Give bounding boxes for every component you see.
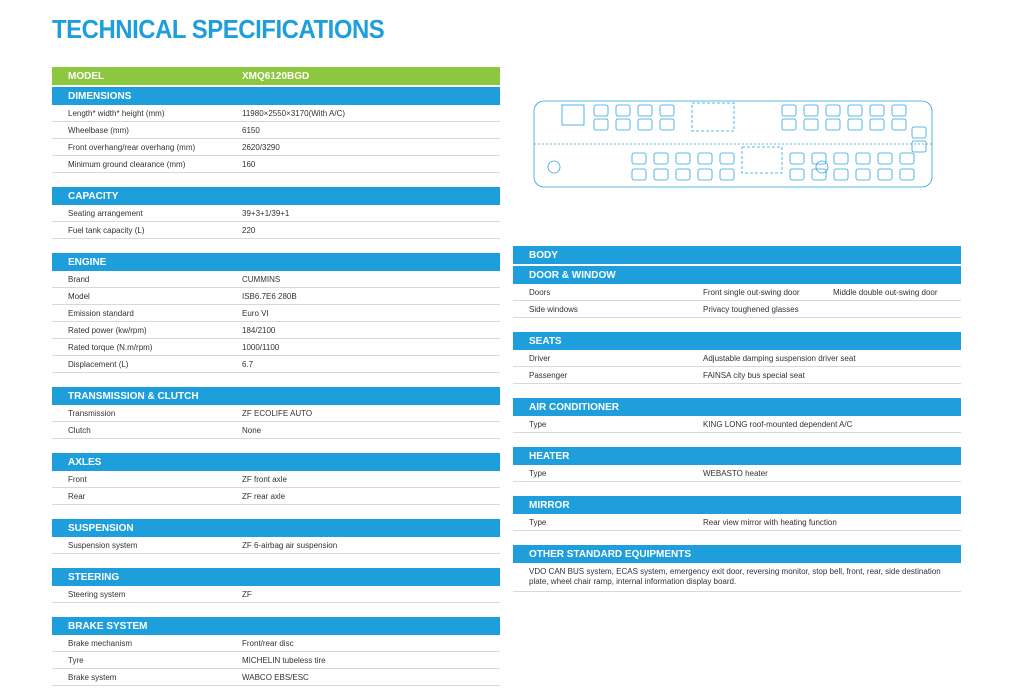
row-key: Length* width* height (mm) (68, 108, 165, 118)
section-header-engine: ENGINE (52, 253, 500, 271)
row-value: ZF front axle (242, 474, 287, 484)
row-key: Front (68, 474, 87, 484)
row-key: Seating arrangement (68, 208, 143, 218)
row-value: Adjustable damping suspension driver seat (703, 353, 856, 363)
seat-icon (834, 153, 848, 164)
seats-rows (513, 350, 961, 384)
row-value: 11980×2550×3170(With A/C) (242, 108, 346, 118)
heater-rows (513, 465, 961, 482)
seat-icon (638, 119, 652, 130)
seat-icon (676, 169, 690, 180)
seat-icon (892, 105, 906, 116)
row-key: Displacement (L) (68, 359, 129, 369)
seat-icon (856, 153, 870, 164)
seat-icon (632, 169, 646, 180)
section-header-transmission-and-clutch: TRANSMISSION & CLUTCH (52, 387, 500, 405)
table-row (52, 271, 500, 288)
row-value: MICHELIN tubeless tire (242, 655, 326, 665)
seat-icon (848, 105, 862, 116)
seat-icon (632, 153, 646, 164)
row-key: Driver (529, 353, 551, 363)
table-row (52, 139, 500, 156)
table-row (513, 514, 961, 531)
row-key: Type (529, 419, 547, 429)
section-header-dimensions: DIMENSIONS (52, 87, 500, 105)
driver-area (562, 105, 584, 125)
row-key: Wheelbase (mm) (68, 125, 129, 135)
engine-rows (52, 271, 500, 373)
bus-floorplan-diagram (532, 97, 934, 191)
section-header-steering: STEERING (52, 568, 500, 586)
row-key: Type (529, 468, 547, 478)
section-header-other: OTHER STANDARD EQUIPMENTS (513, 545, 961, 563)
row-key: Front overhang/rear overhang (mm) (68, 142, 196, 152)
seat-icon (676, 153, 690, 164)
air-conditioner-rows (513, 416, 961, 433)
door-window-rows (513, 284, 961, 318)
seat-icon (870, 119, 884, 130)
seat-icon (892, 119, 906, 130)
seat-icon (594, 105, 608, 116)
row-value: 1000/1100 (242, 342, 280, 352)
table-row (52, 288, 500, 305)
wheel-front (548, 161, 560, 173)
row-value: Rear view mirror with heating function (703, 517, 837, 527)
section-header-capacity: CAPACITY (52, 187, 500, 205)
table-row (52, 105, 500, 122)
suspension-rows (52, 537, 500, 554)
seat-icon (878, 153, 892, 164)
row-value: 184/2100 (242, 325, 276, 335)
seat-icon (616, 105, 630, 116)
row-value: ZF (242, 589, 252, 599)
seat-icon (782, 105, 796, 116)
row-value: Front single out-swing door (703, 287, 800, 297)
seat-icon (638, 105, 652, 116)
row-value: FAINSA city bus special seat (703, 370, 805, 380)
seat-icon (594, 119, 608, 130)
row-key: Side windows (529, 304, 578, 314)
row-value: 39+3+1/39+1 (242, 208, 290, 218)
row-key: Model (68, 291, 90, 301)
seat-icon (912, 127, 926, 138)
row-value: Front/rear disc (242, 638, 294, 648)
table-row (513, 350, 961, 367)
row-key: Brake system (68, 672, 117, 682)
table-row (52, 205, 500, 222)
table-row (513, 301, 961, 318)
row-value: ZF ECOLIFE AUTO (242, 408, 313, 418)
section-header-body: BODY (513, 246, 961, 264)
seat-icon (900, 153, 914, 164)
door-area (692, 103, 734, 131)
row-key: Steering system (68, 589, 126, 599)
table-row (513, 367, 961, 384)
table-row (52, 339, 500, 356)
middle-door-area (742, 147, 782, 173)
other-equipment-text: VDO CAN BUS system, ECAS system, emergency exit door, reversing monitor, stop bell, front, rear, side destination plate, wheel chair ramp, internal information display board. (513, 563, 961, 592)
seat-icon (804, 105, 818, 116)
section-header-seats: SEATS (513, 332, 961, 350)
row-key: Rated power (kw/rpm) (68, 325, 147, 335)
table-row (52, 488, 500, 505)
seat-icon (790, 153, 804, 164)
row-key: Rear (68, 491, 86, 501)
seat-icon (878, 169, 892, 180)
row-key: Emission standard (68, 308, 134, 318)
row-value: Privacy toughened glasses (703, 304, 799, 314)
row-key: Brake mechanism (68, 638, 133, 648)
row-value: ZF rear axle (242, 491, 286, 501)
row-key: Type (529, 517, 547, 527)
section-header-suspension: SUSPENSION (52, 519, 500, 537)
seat-icon (654, 153, 668, 164)
section-header-door-window: DOOR & WINDOW (513, 266, 961, 284)
table-row (52, 635, 500, 652)
right-column (513, 246, 961, 592)
row-key: Clutch (68, 425, 91, 435)
steering-rows (52, 586, 500, 603)
table-row (52, 222, 500, 239)
row-key: Fuel tank capacity (L) (68, 225, 145, 235)
model-label: MODEL (68, 70, 105, 82)
row-key: Suspension system (68, 540, 138, 550)
seat-icon (826, 105, 840, 116)
row-key: Minimum ground clearance (mm) (68, 159, 186, 169)
table-row (52, 322, 500, 339)
seat-icon (912, 141, 926, 152)
seat-icon (698, 153, 712, 164)
table-row (513, 416, 961, 433)
left-sections (52, 87, 500, 686)
row-key: Tyre (68, 655, 84, 665)
row-value: WABCO EBS/ESC (242, 672, 309, 682)
seat-icon (900, 169, 914, 180)
row-key: Passenger (529, 370, 568, 380)
row-value: 2620/3290 (242, 142, 280, 152)
transmission-and-clutch-rows (52, 405, 500, 439)
seat-icon (848, 119, 862, 130)
seat-icon (720, 153, 734, 164)
right-sections (513, 318, 961, 531)
row-value: 220 (242, 225, 256, 235)
seat-icon (660, 105, 674, 116)
seat-icon (616, 119, 630, 130)
seat-icon (720, 169, 734, 180)
table-row (52, 405, 500, 422)
row-value: CUMMINS (242, 274, 281, 284)
table-row (52, 156, 500, 173)
table-row (52, 669, 500, 686)
seat-icon (654, 169, 668, 180)
row-key: Transmission (68, 408, 116, 418)
seat-icon (812, 169, 826, 180)
page-title: TECHNICAL SPECIFICATIONS (52, 14, 385, 44)
row-key: Doors (529, 287, 551, 297)
table-row (52, 652, 500, 669)
table-row (513, 284, 961, 301)
seat-icon (826, 119, 840, 130)
axles-rows (52, 471, 500, 505)
row-value: WEBASTO heater (703, 468, 768, 478)
seat-icon (834, 169, 848, 180)
seat-icon (856, 169, 870, 180)
seat-icon (790, 169, 804, 180)
section-header-axles: AXLES (52, 453, 500, 471)
row-value: 6.7 (242, 359, 254, 369)
table-row (52, 537, 500, 554)
section-header-brake-system: BRAKE SYSTEM (52, 617, 500, 635)
section-header-mirror: MIRROR (513, 496, 961, 514)
table-row (52, 422, 500, 439)
seat-icon (698, 169, 712, 180)
row-value: None (242, 425, 262, 435)
table-row (52, 471, 500, 488)
seat-icon (870, 105, 884, 116)
row-value: KING LONG roof-mounted dependent A/C (703, 419, 853, 429)
seat-icon (804, 119, 818, 130)
capacity-rows (52, 205, 500, 239)
section-header-air-conditioner: AIR CONDITIONER (513, 398, 961, 416)
table-row (52, 586, 500, 603)
row-key: Rated torque (N.m/rpm) (68, 342, 153, 352)
model-bar (52, 67, 500, 85)
seat-icon (812, 153, 826, 164)
left-column (52, 67, 500, 686)
model-value: XMQ6120BGD (242, 70, 310, 82)
table-row (513, 465, 961, 482)
row-value: Euro VI (242, 308, 269, 318)
seat-icon (660, 119, 674, 130)
row-value: 160 (242, 159, 256, 169)
seat-icon (782, 119, 796, 130)
brake-system-rows (52, 635, 500, 686)
dimensions-rows (52, 105, 500, 173)
row-value-2: Middle double out-swing door (833, 287, 938, 297)
table-row (52, 122, 500, 139)
row-key: Brand (68, 274, 90, 284)
row-value: ISB6.7E6 280B (242, 291, 297, 301)
mirror-rows (513, 514, 961, 531)
row-value: ZF 6-airbag air suspension (242, 540, 338, 550)
table-row (52, 305, 500, 322)
row-value: 6150 (242, 125, 260, 135)
table-row (52, 356, 500, 373)
section-header-heater: HEATER (513, 447, 961, 465)
